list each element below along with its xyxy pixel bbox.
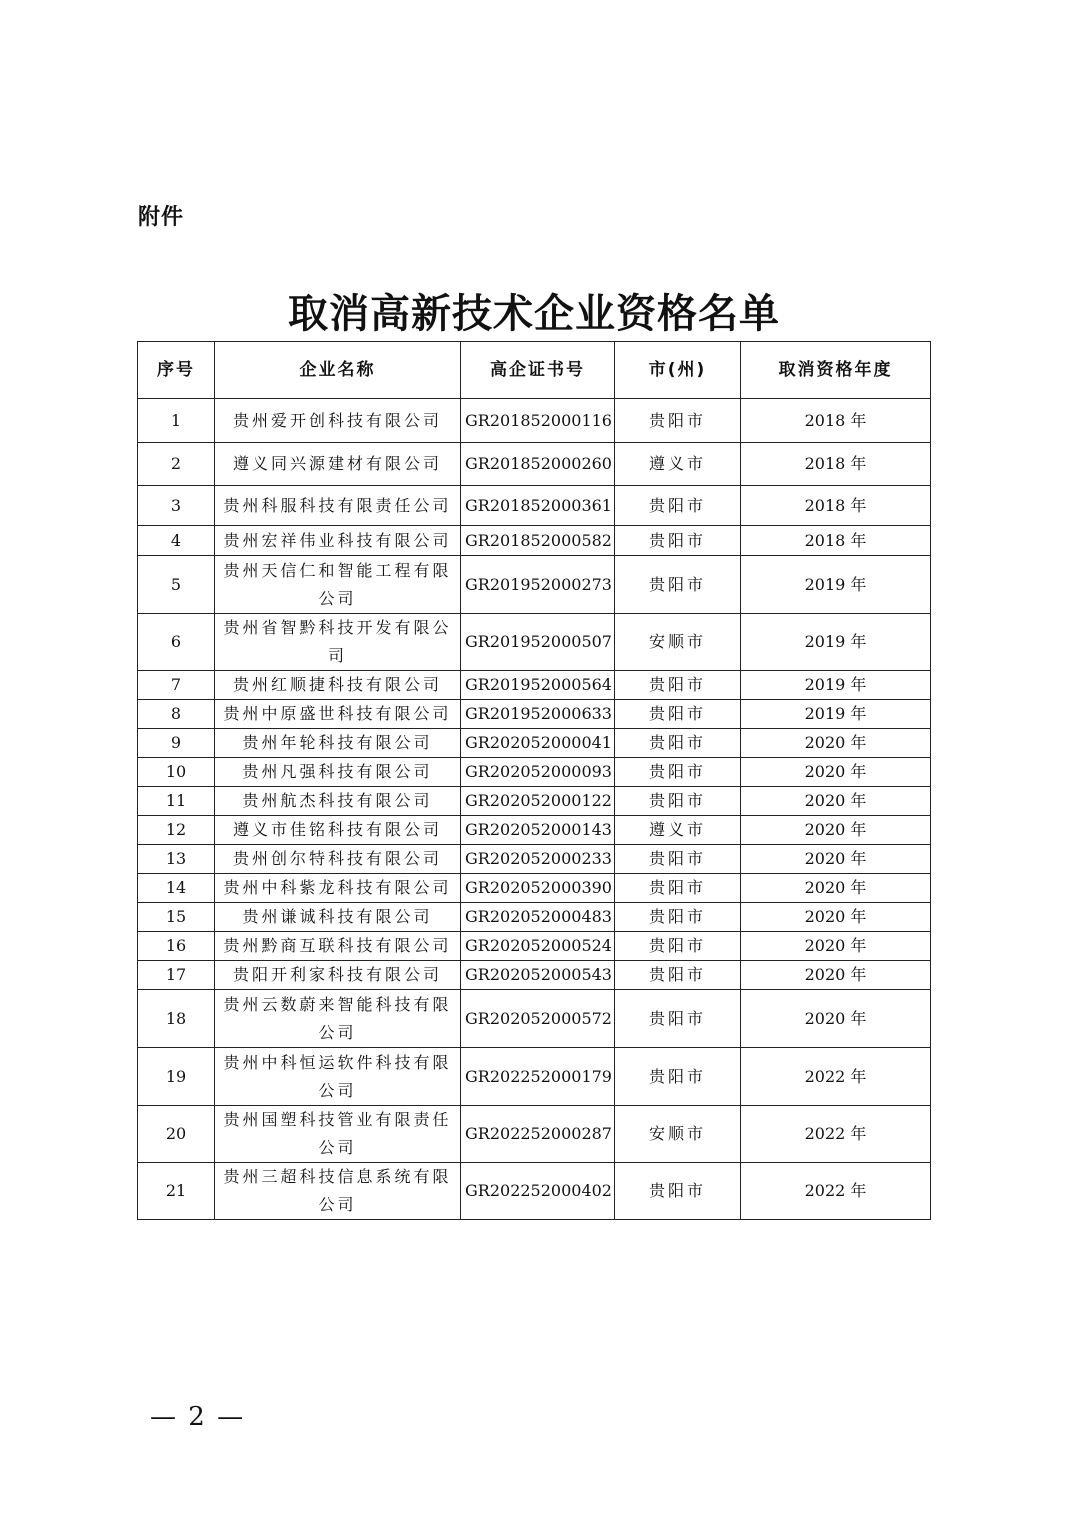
cancel-year: 2020 年 <box>741 874 931 903</box>
company-name: 贵州红顺捷科技有限公司 <box>215 671 461 700</box>
city: 贵阳市 <box>615 961 741 990</box>
header-city: 市(州) <box>615 342 741 399</box>
cancel-year: 2022 年 <box>741 1106 931 1163</box>
table-row <box>138 556 931 614</box>
company-name: 贵州谦诚科技有限公司 <box>215 903 461 932</box>
city: 贵阳市 <box>615 729 741 758</box>
table-row <box>138 729 931 758</box>
cancel-year: 2020 年 <box>741 961 931 990</box>
cert-number: GR202052000093 <box>461 758 615 787</box>
header-company-name: 企业名称 <box>215 342 461 399</box>
table-row <box>138 399 931 443</box>
row-number: 17 <box>138 961 215 990</box>
cert-number: GR202052000122 <box>461 787 615 816</box>
cancel-year: 2020 年 <box>741 903 931 932</box>
row-number: 12 <box>138 816 215 845</box>
header-cancel-year: 取消资格年度 <box>741 342 931 399</box>
row-number: 14 <box>138 874 215 903</box>
page-number: — 2 — <box>150 1402 246 1432</box>
document-title: 取消高新技术企业资格名单 <box>288 290 780 337</box>
cancel-year: 2020 年 <box>741 845 931 874</box>
row-number: 9 <box>138 729 215 758</box>
cancel-year: 2022 年 <box>741 1163 931 1220</box>
row-number: 8 <box>138 700 215 729</box>
company-name: 贵州年轮科技有限公司 <box>215 729 461 758</box>
cert-number: GR202052000543 <box>461 961 615 990</box>
table-row <box>138 1163 931 1220</box>
table-row <box>138 1048 931 1106</box>
row-number: 15 <box>138 903 215 932</box>
cancel-year: 2020 年 <box>741 990 931 1048</box>
row-number: 10 <box>138 758 215 787</box>
table-row <box>138 758 931 787</box>
cert-number: GR202052000572 <box>461 990 615 1048</box>
row-number: 11 <box>138 787 215 816</box>
cert-number: GR201852000260 <box>461 443 615 486</box>
cert-number: GR202052000143 <box>461 816 615 845</box>
row-number: 21 <box>138 1163 215 1220</box>
company-name: 贵州创尔特科技有限公司 <box>215 845 461 874</box>
row-number: 16 <box>138 932 215 961</box>
cancel-year: 2019 年 <box>741 556 931 614</box>
cancel-year: 2018 年 <box>741 399 931 443</box>
table-row <box>138 903 931 932</box>
cert-number: GR201852000582 <box>461 526 615 556</box>
company-name: 遵义市佳铭科技有限公司 <box>215 816 461 845</box>
table-row <box>138 526 931 556</box>
cert-number: GR202052000524 <box>461 932 615 961</box>
row-number: 2 <box>138 443 215 486</box>
cancel-year: 2020 年 <box>741 816 931 845</box>
cert-number: GR201952000633 <box>461 700 615 729</box>
company-name: 贵州国塑科技管业有限责任公司 <box>215 1106 461 1163</box>
cancel-year: 2018 年 <box>741 526 931 556</box>
cert-number: GR202052000233 <box>461 845 615 874</box>
city: 贵阳市 <box>615 1048 741 1106</box>
row-number: 3 <box>138 486 215 526</box>
table-row <box>138 874 931 903</box>
city: 贵阳市 <box>615 671 741 700</box>
cert-number: GR201952000564 <box>461 671 615 700</box>
city: 遵义市 <box>615 816 741 845</box>
company-name: 贵州爱开创科技有限公司 <box>215 399 461 443</box>
company-name: 贵州天信仁和智能工程有限公司 <box>215 556 461 614</box>
company-name: 贵州黔商互联科技有限公司 <box>215 932 461 961</box>
company-name: 遵义同兴源建材有限公司 <box>215 443 461 486</box>
table-row <box>138 990 931 1048</box>
header-no: 序号 <box>138 342 215 399</box>
cancel-year: 2020 年 <box>741 758 931 787</box>
city: 贵阳市 <box>615 903 741 932</box>
city: 贵阳市 <box>615 932 741 961</box>
city: 贵阳市 <box>615 700 741 729</box>
city: 贵阳市 <box>615 845 741 874</box>
company-name: 贵州三超科技信息系统有限公司 <box>215 1163 461 1220</box>
table-body <box>138 399 931 1220</box>
cancel-year: 2018 年 <box>741 486 931 526</box>
cancel-year: 2019 年 <box>741 700 931 729</box>
company-name: 贵州云数蔚来智能科技有限公司 <box>215 990 461 1048</box>
table-row <box>138 787 931 816</box>
cancel-year: 2019 年 <box>741 614 931 671</box>
table-row <box>138 443 931 486</box>
city: 贵阳市 <box>615 556 741 614</box>
cert-number: GR202252000287 <box>461 1106 615 1163</box>
table-row <box>138 932 931 961</box>
company-name: 贵州宏祥伟业科技有限公司 <box>215 526 461 556</box>
city: 贵阳市 <box>615 787 741 816</box>
table-row <box>138 614 931 671</box>
cert-number: GR202252000179 <box>461 1048 615 1106</box>
city: 贵阳市 <box>615 758 741 787</box>
city: 贵阳市 <box>615 526 741 556</box>
row-number: 6 <box>138 614 215 671</box>
cancel-year: 2020 年 <box>741 729 931 758</box>
cert-number: GR201852000116 <box>461 399 615 443</box>
table-row <box>138 700 931 729</box>
table-row <box>138 671 931 700</box>
company-name: 贵州中科恒运软件科技有限公司 <box>215 1048 461 1106</box>
table-row <box>138 486 931 526</box>
city: 贵阳市 <box>615 486 741 526</box>
city: 贵阳市 <box>615 399 741 443</box>
row-number: 7 <box>138 671 215 700</box>
city: 贵阳市 <box>615 874 741 903</box>
cancel-year: 2018 年 <box>741 443 931 486</box>
company-name: 贵州科服科技有限责任公司 <box>215 486 461 526</box>
table-row <box>138 961 931 990</box>
city: 遵义市 <box>615 443 741 486</box>
company-name: 贵州省智黔科技开发有限公司 <box>215 614 461 671</box>
city: 贵阳市 <box>615 1163 741 1220</box>
cancel-year: 2020 年 <box>741 932 931 961</box>
row-number: 18 <box>138 990 215 1048</box>
row-number: 13 <box>138 845 215 874</box>
table-row <box>138 845 931 874</box>
table-row <box>138 816 931 845</box>
cancel-year: 2019 年 <box>741 671 931 700</box>
city: 安顺市 <box>615 614 741 671</box>
row-number: 1 <box>138 399 215 443</box>
cert-number: GR201952000507 <box>461 614 615 671</box>
cert-number: GR202052000390 <box>461 874 615 903</box>
row-number: 5 <box>138 556 215 614</box>
cert-number: GR202252000402 <box>461 1163 615 1220</box>
attachment-label: 附件 <box>138 205 185 230</box>
cert-number: GR201952000273 <box>461 556 615 614</box>
header-cert-number: 高企证书号 <box>461 342 615 399</box>
cancel-year: 2020 年 <box>741 787 931 816</box>
company-name: 贵州凡强科技有限公司 <box>215 758 461 787</box>
company-name: 贵州中科紫龙科技有限公司 <box>215 874 461 903</box>
table-row <box>138 1106 931 1163</box>
cert-number: GR202052000041 <box>461 729 615 758</box>
cancel-year: 2022 年 <box>741 1048 931 1106</box>
cert-number: GR201852000361 <box>461 486 615 526</box>
city: 贵阳市 <box>615 990 741 1048</box>
table-header-row <box>138 342 931 399</box>
row-number: 19 <box>138 1048 215 1106</box>
company-name: 贵州中原盛世科技有限公司 <box>215 700 461 729</box>
row-number: 4 <box>138 526 215 556</box>
cert-number: GR202052000483 <box>461 903 615 932</box>
company-table <box>137 341 931 1220</box>
row-number: 20 <box>138 1106 215 1163</box>
company-name: 贵阳开利家科技有限公司 <box>215 961 461 990</box>
company-name: 贵州航杰科技有限公司 <box>215 787 461 816</box>
city: 安顺市 <box>615 1106 741 1163</box>
